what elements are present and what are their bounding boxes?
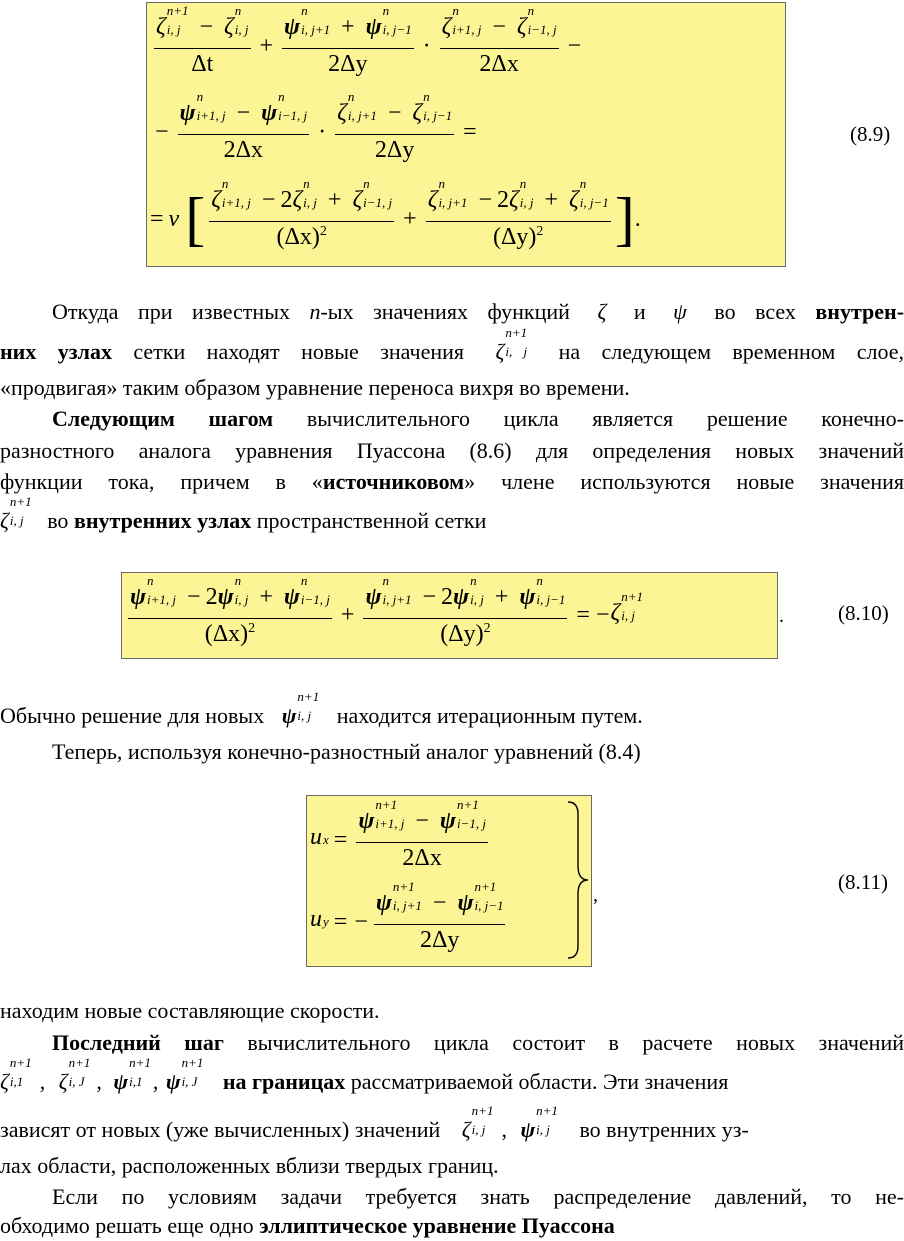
equation-8-9-line-1: ζ n+1 i, j − ζ n i, j Δt + ψ n i, j+1 + ψ n i, j−1 2Δy · ζ n i+1, j − ζ n i−1, j 2Δx − xyxy=(156,3,582,77)
equation-8-9-line-2: − ψ n i+1, j − ψ n i−1, j 2Δx · ζ n i, j+1 − ζ n i, j−1 2Δy = xyxy=(155,89,477,163)
equation-8-10: ψ n i+1, j − 2 ψ n i, j + ψ n i−1, j $(\Delta x)^2$ + ψ n i, j+1 − 2 ψ n i, j + ψ n i, j−1 $(\Delta y)^2$ = − ζ n+1 i, j xyxy=(130,572,643,647)
frac-psi-laplace-x: ψ n i+1, j − 2 ψ n i, j + ψ n i−1, j $(\Delta x)^2$ xyxy=(130,572,330,647)
paragraph-1-line-2: них узлах сетки находят новые значения ζ n+1 i, j на следующем временном слое, xyxy=(0,325,904,364)
paragraph-4: Теперь, используя конечно-разностный аналог уравнений (8.4) xyxy=(52,739,641,764)
frac-dzeta-dt: ζ n+1 i, j − ζ n i, j Δt xyxy=(156,3,249,77)
equation-8-11-ux: u x = ψ n+1 i+1, j − ψ n+1 i−1, j 2Δx xyxy=(310,797,486,871)
equation-8-11-comma: , xyxy=(593,884,598,906)
paragraph-3: Обычно решение для новых ψ n+1 i, j находится итерационным путем. xyxy=(0,689,643,728)
paragraph-5: находим новые составляющие скорости. xyxy=(0,998,380,1023)
equation-number-8-9: (8.9) xyxy=(850,122,891,146)
paragraph-2-line-3: функции тока, причем в «источниковом» члене используются новые значения xyxy=(0,469,904,494)
paragraph-6-line-3: зависят от новых (уже вычисленных) значений ζ n+1 i, j , ψ n+1 i, j во внутренних уз- xyxy=(0,1103,749,1142)
frac-psi-laplace-y: ψ n i, j+1 − 2 ψ n i, j + ψ n i, j−1 $(\Delta y)^2$ xyxy=(365,572,566,647)
paragraph-6-line-1: Последний шаг вычислительного цикла состоит в расчете новых значений xyxy=(52,1030,904,1055)
equation-8-9-line-3: = ν [ ζ n i+1, j − 2 ζ n i, j + ζ n i−1, j $(\Delta x)^2$ + ζ n i, j+1 − 2 ζ n i, j + ζ n i, j−1 $(\Delta y)^2$ ] . xyxy=(150,176,641,252)
right-brace-icon xyxy=(566,800,590,960)
paragraph-1-line-3: «продвигая» таким образом уравнение переноса вихря во времени. xyxy=(0,375,630,400)
frac-psi-diff-2dx: ψ n i+1, j − ψ n i−1, j 2Δx xyxy=(179,89,308,163)
paragraph-2-line-1: Следующим шагом вычислительного цикла является решение конечно- xyxy=(52,406,904,431)
paragraph-1-line-1: Откуда при известных n-ых значениях функций ζ и ψ во всех внутрен- xyxy=(52,299,904,324)
paragraph-7-line-1: Если по условиям задачи требуется знать распределение давлений, то не- xyxy=(52,1184,904,1209)
equation-number-8-11: (8.11) xyxy=(838,870,888,894)
paragraph-2-line-4: ζ n+1 i, j во внутренних узлах пространственной сетки xyxy=(0,494,487,533)
frac-zeta-laplace-x: ζ n i+1, j − 2 ζ n i, j + ζ n i−1, j $(\Delta x)^2$ xyxy=(211,176,393,250)
paragraph-6-line-4: лах области, расположенных вблизи твердых границ. xyxy=(0,1153,499,1178)
equation-8-10-period: . xyxy=(779,605,784,627)
frac-ux: ψ n+1 i+1, j − ψ n+1 i−1, j 2Δx xyxy=(358,797,486,871)
paragraph-6-line-2: ζ n+1 i,1 , ζ n+1 i, J , ψ n+1 i,1 , ψ n+1 i, J на границах рассматриваемой области. Эти значения xyxy=(0,1055,729,1094)
frac-zeta-laplace-y: ζ n i, j+1 − 2 ζ n i, j + ζ n i, j−1 $(\Delta y)^2$ xyxy=(427,176,609,250)
paragraph-2-line-2: разностного аналога уравнения Пуассона (8.6) для определения новых значений xyxy=(0,438,904,463)
frac-psi-sum-2dy: ψ n i, j+1 + ψ n i, j−1 2Δy xyxy=(284,3,412,77)
frac-uy: ψ n+1 i, j+1 − ψ n+1 i, j−1 2Δy xyxy=(375,879,504,953)
equation-8-11-uy: u y = − ψ n+1 i, j+1 − ψ n+1 i, j−1 2Δy xyxy=(310,879,504,953)
equation-number-8-10: (8.10) xyxy=(838,601,889,625)
frac-zeta-diff-2dx: ζ n i+1, j − ζ n i−1, j 2Δx xyxy=(441,3,557,77)
frac-zeta-diff-2dy: ζ n i, j+1 − ζ n i, j−1 2Δy xyxy=(337,89,453,163)
paragraph-7-line-2: обходимо решать еще одно эллиптическое уравнение Пуассона xyxy=(0,1213,615,1238)
